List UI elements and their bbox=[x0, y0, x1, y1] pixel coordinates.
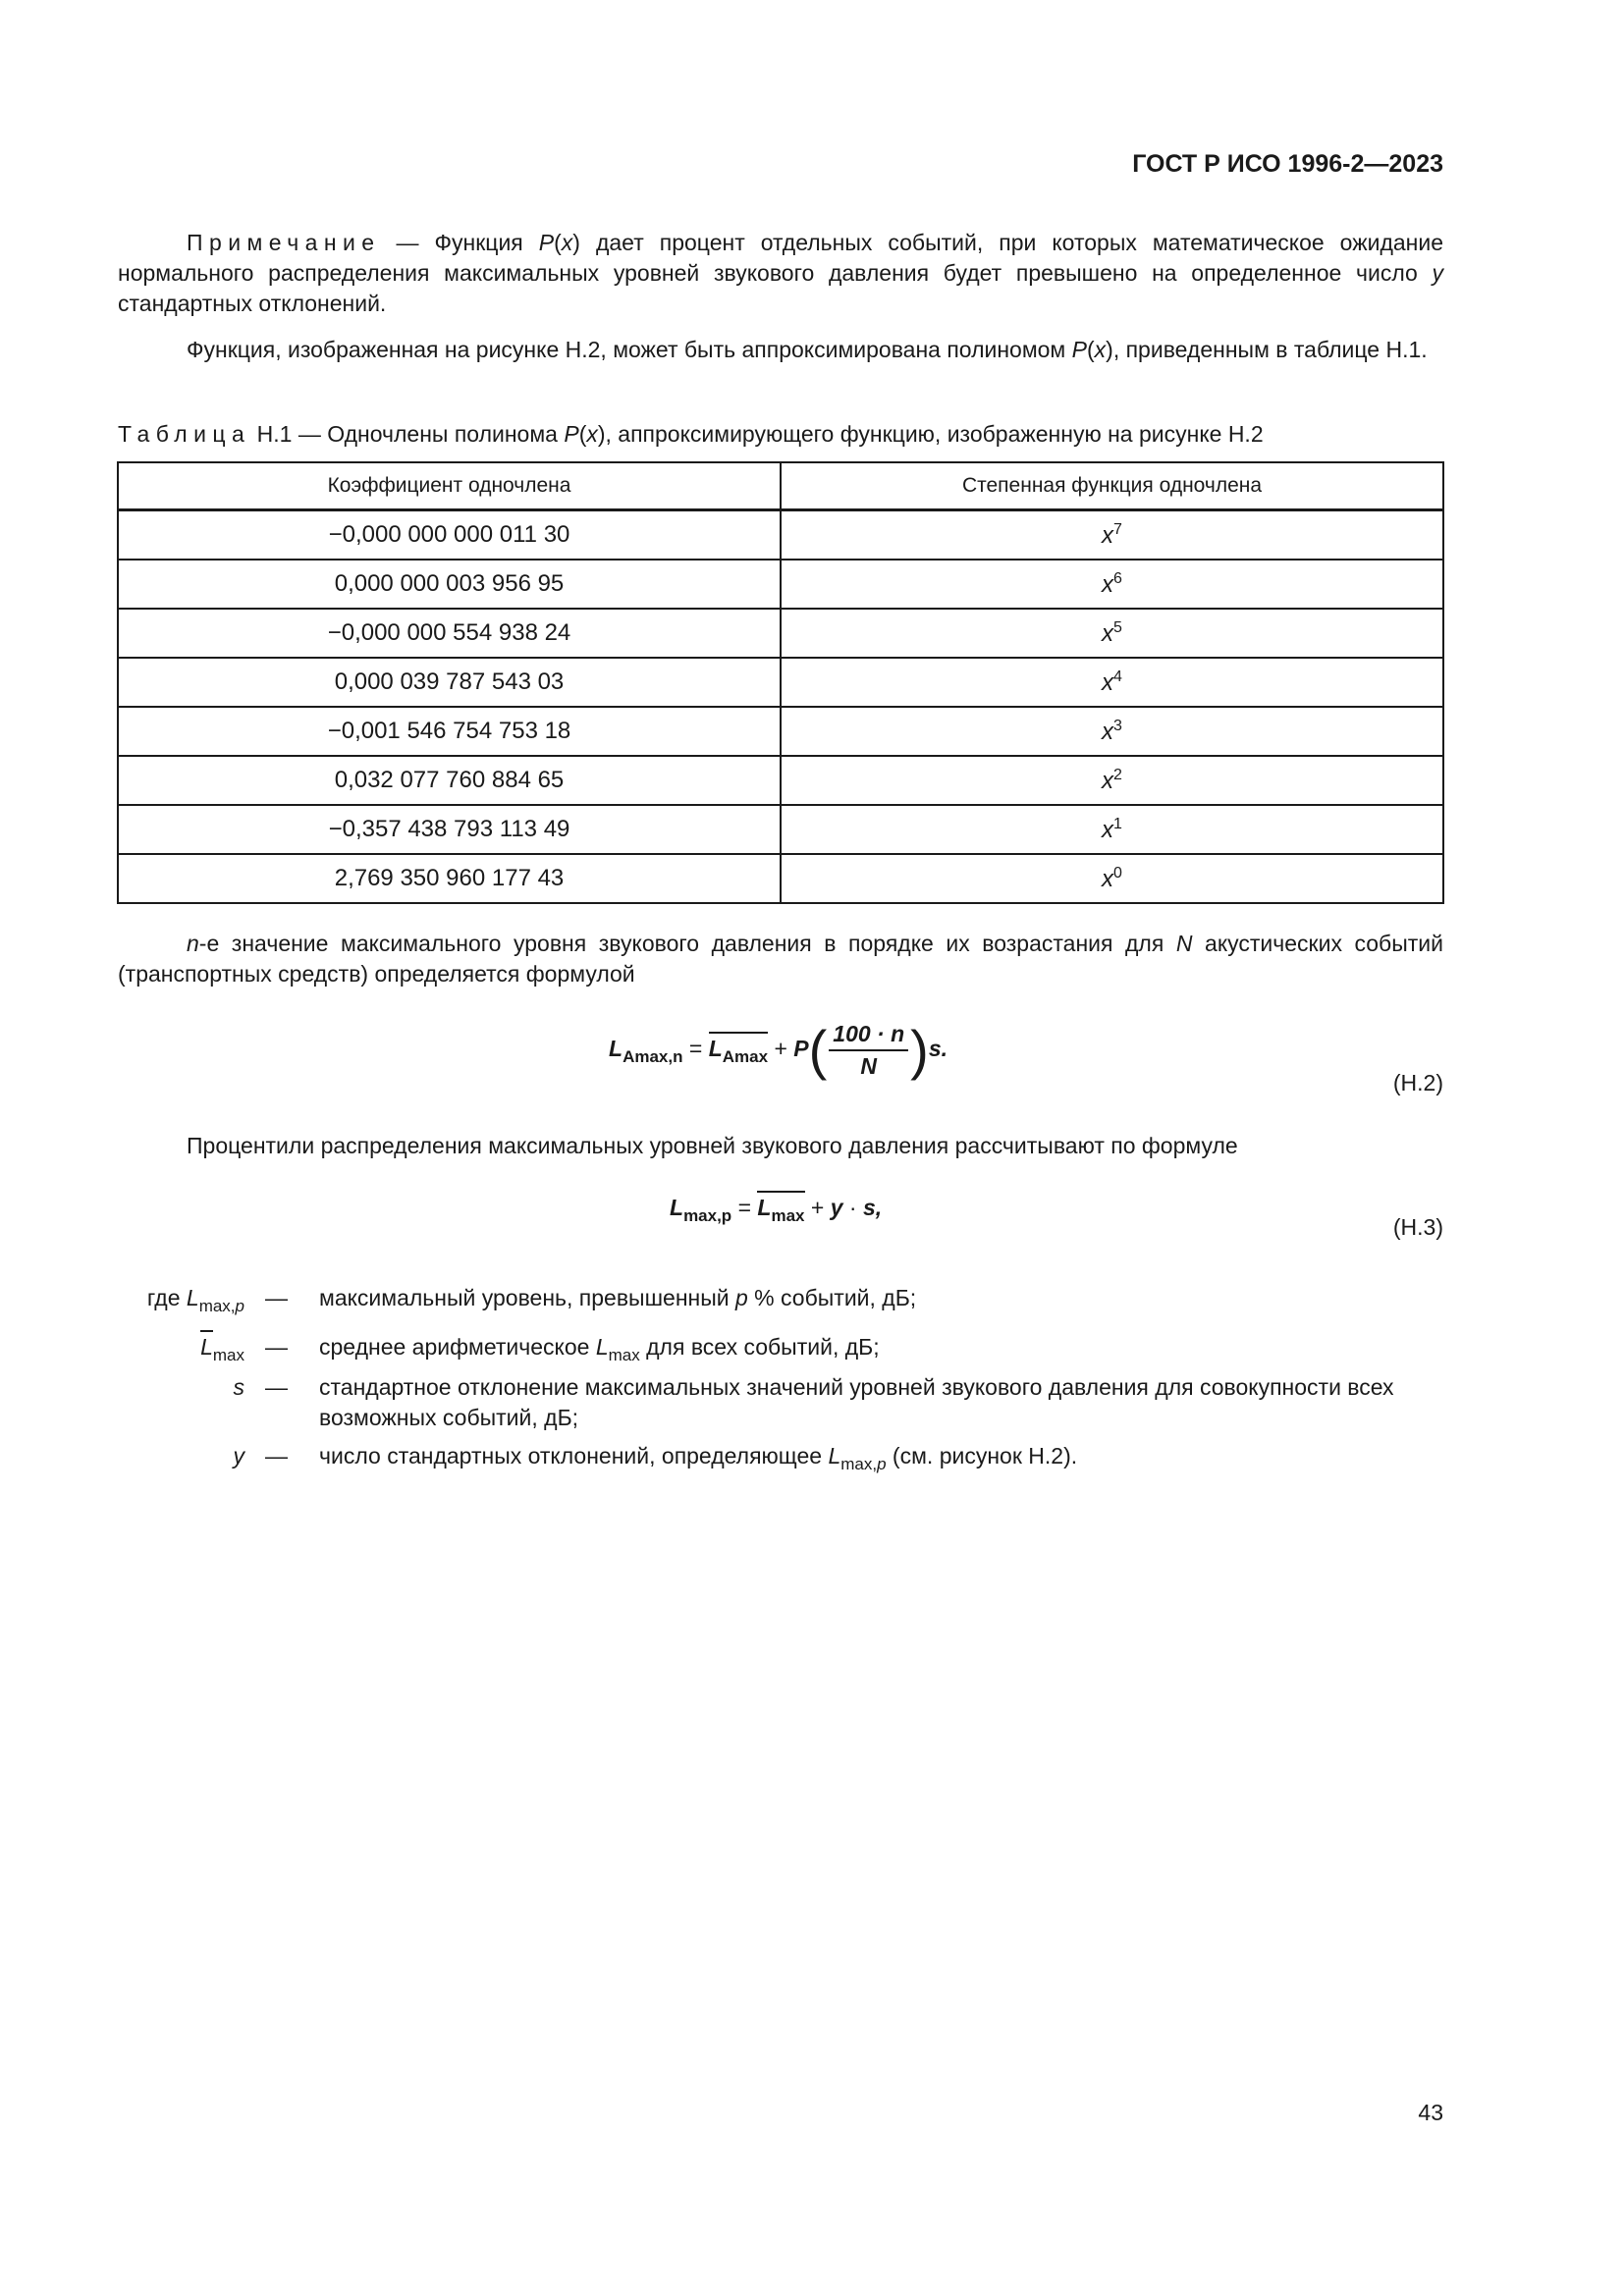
intro-text: Функция, изображенная на рисунке Н.2, может быть аппроксимирована полиномом bbox=[187, 337, 1072, 362]
formula-h2-s: s. bbox=[928, 1036, 948, 1062]
formula-h3-plus: + bbox=[804, 1195, 831, 1220]
definition-text-1: среднее арифметическое bbox=[319, 1334, 596, 1360]
formula-h2-denominator: N bbox=[860, 1053, 878, 1079]
table-caption-var: x bbox=[586, 421, 598, 447]
table-row bbox=[118, 658, 1443, 707]
definition-dash: — bbox=[265, 1443, 288, 1468]
table-caption-paren: ( bbox=[578, 421, 587, 447]
coefficient-cell: −0,000 000 554 938 24 bbox=[118, 609, 781, 658]
formula-h2-mean-L: L bbox=[708, 1036, 723, 1062]
power-exponent: 0 bbox=[1113, 864, 1122, 881]
formula-h2-numerator: 100 · n bbox=[829, 1021, 908, 1051]
intro-text-2: ), приведенным в таблице Н.1. bbox=[1106, 337, 1428, 362]
power-base: x bbox=[1102, 865, 1114, 892]
note-label: Примечание bbox=[187, 230, 381, 255]
power-base: x bbox=[1102, 570, 1114, 598]
definition-text: стандартное отклонение максимальных значений уровней звукового давления для совокупности всех возможных событий, дБ; bbox=[319, 1374, 1394, 1430]
power-base: x bbox=[1102, 619, 1114, 647]
formula-h2-paren-right: ) bbox=[910, 1019, 929, 1081]
formula-h2-plus: + bbox=[768, 1036, 794, 1062]
table-header-row bbox=[118, 462, 1443, 510]
table-caption bbox=[118, 421, 1264, 448]
definition-prefix: где bbox=[146, 1285, 187, 1310]
power-base: x bbox=[1102, 718, 1114, 745]
power-base: x bbox=[1102, 767, 1114, 794]
table-row bbox=[118, 609, 1443, 658]
definition-italic: L bbox=[595, 1334, 609, 1360]
para2-text: -е значение максимального уровня звукового давления в порядке их возрастания для bbox=[198, 931, 1176, 956]
intro-func: P bbox=[1071, 337, 1087, 362]
definition-sym: L bbox=[200, 1334, 213, 1360]
column-header-coefficient: Коэффициент одночлена bbox=[118, 462, 781, 510]
formula-h3-L-sub: max,p bbox=[683, 1206, 732, 1225]
table-row bbox=[118, 707, 1443, 756]
power-exponent: 3 bbox=[1113, 717, 1122, 734]
percentile-paragraph: Процентили распределения максимальных уровней звукового давления рассчитывают по формуле bbox=[187, 1133, 1238, 1158]
definition-symbol bbox=[234, 1441, 245, 1471]
column-header-power: Степенная функция одночлена bbox=[781, 462, 1443, 510]
table-caption-func: P bbox=[564, 421, 579, 447]
formula-h2-paren-left: ( bbox=[808, 1019, 828, 1081]
formula-h2-L: L bbox=[609, 1036, 623, 1062]
formula-h3 bbox=[670, 1195, 882, 1226]
definition-sub: max,p bbox=[198, 1297, 244, 1315]
note-func: P bbox=[538, 230, 555, 255]
power-cell bbox=[781, 658, 1443, 707]
formula-h3-mean-sub: max bbox=[771, 1206, 805, 1225]
power-exponent: 6 bbox=[1113, 569, 1122, 587]
note-text-2: дает процент отдельных событий, при которых математическое ожидание нормального распределения максимальных уровней звукового давления будет превышено на определенное число bbox=[118, 230, 1444, 286]
table-row bbox=[118, 510, 1443, 561]
note-paren: ( bbox=[554, 230, 562, 255]
para2-text-2: акустических событий (транспортных средств) определяется формулой bbox=[118, 931, 1443, 987]
power-cell bbox=[781, 854, 1443, 903]
definition-italic: L bbox=[828, 1443, 841, 1468]
definition-sym: s bbox=[233, 1374, 244, 1400]
document-code-header: ГОСТ Р ИСО 1996-2—2023 bbox=[1132, 150, 1443, 178]
formula-h3-dot: · bbox=[842, 1195, 863, 1220]
power-exponent: 7 bbox=[1113, 520, 1122, 538]
note-var: x bbox=[561, 230, 573, 255]
coefficient-cell: −0,357 438 793 113 49 bbox=[118, 805, 781, 854]
power-exponent: 2 bbox=[1113, 766, 1122, 783]
nth-value-paragraph bbox=[118, 929, 1443, 989]
definition-dash: — bbox=[265, 1285, 288, 1310]
formula-h2-mean-sub: Amax bbox=[722, 1047, 769, 1067]
power-base: x bbox=[1102, 521, 1114, 549]
note-paren-close: ) bbox=[572, 230, 580, 255]
definition-sym: y bbox=[233, 1443, 244, 1468]
power-exponent: 5 bbox=[1113, 618, 1122, 636]
formula-h2-P: P bbox=[793, 1036, 809, 1062]
definition-italic-sub: max,p bbox=[840, 1455, 887, 1473]
power-cell bbox=[781, 560, 1443, 609]
equation-number-h2: (Н.2) bbox=[1392, 1070, 1443, 1095]
definition-italic-sub: max bbox=[608, 1346, 640, 1364]
definition-text-2: (см. рисунок Н.2). bbox=[886, 1443, 1078, 1468]
formula-h2-fraction bbox=[829, 1021, 908, 1080]
formula-h3-L: L bbox=[670, 1195, 684, 1220]
definition-dash: — bbox=[265, 1374, 288, 1400]
note-text-3: стандартных отклонений. bbox=[118, 291, 387, 316]
note-text: — Функция bbox=[380, 230, 539, 255]
equation-number-h3: (Н.3) bbox=[1392, 1214, 1443, 1240]
definition-text bbox=[319, 1441, 1448, 1479]
power-cell bbox=[781, 756, 1443, 805]
monomial-table bbox=[117, 461, 1444, 904]
definition-symbol bbox=[200, 1332, 244, 1370]
definition-text bbox=[319, 1332, 1448, 1370]
note-y: y bbox=[1432, 260, 1443, 286]
definition-symbol bbox=[147, 1283, 244, 1321]
intro-paren: ( bbox=[1086, 337, 1095, 362]
definition-sym: L bbox=[186, 1285, 199, 1310]
para2-n: n bbox=[187, 931, 199, 956]
power-exponent: 4 bbox=[1113, 667, 1122, 685]
table-caption-text: Н.1 — Одночлены полинома bbox=[250, 421, 565, 447]
definition-symbol bbox=[234, 1372, 245, 1403]
table-row bbox=[118, 756, 1443, 805]
coefficient-cell: −0,000 000 000 011 30 bbox=[118, 510, 781, 561]
formula-h3-s: s, bbox=[862, 1195, 883, 1220]
formula-h2-L-sub: Amax,n bbox=[623, 1047, 683, 1067]
power-cell bbox=[781, 510, 1443, 561]
page-number: 43 bbox=[1418, 2100, 1443, 2125]
definition-italic: p bbox=[735, 1285, 748, 1310]
coefficient-cell: 0,000 000 003 956 95 bbox=[118, 560, 781, 609]
formula-h2 bbox=[609, 1021, 947, 1080]
table-row bbox=[118, 560, 1443, 609]
power-base: x bbox=[1102, 816, 1114, 843]
power-exponent: 1 bbox=[1113, 815, 1122, 832]
definition-text-1: число стандартных отклонений, определяющее bbox=[319, 1443, 829, 1468]
definition-text bbox=[319, 1283, 1448, 1313]
coefficient-cell: 0,032 077 760 884 65 bbox=[118, 756, 781, 805]
formula-h3-y: y bbox=[830, 1195, 843, 1220]
formula-h3-eq: = bbox=[731, 1195, 758, 1220]
intro-var: x bbox=[1094, 337, 1107, 362]
table-row bbox=[118, 805, 1443, 854]
coefficient-cell: −0,001 546 754 753 18 bbox=[118, 707, 781, 756]
formula-h3-mean bbox=[757, 1191, 805, 1225]
power-cell bbox=[781, 707, 1443, 756]
para2-N: N bbox=[1175, 931, 1193, 956]
table-caption-text-2: ), аппроксимирующего функцию, изображенную на рисунке Н.2 bbox=[597, 421, 1264, 447]
power-cell bbox=[781, 609, 1443, 658]
coefficient-cell: 0,000 039 787 543 03 bbox=[118, 658, 781, 707]
definition-dash: — bbox=[265, 1334, 288, 1360]
definition-sub: max bbox=[212, 1346, 244, 1364]
intro-paragraph bbox=[118, 335, 1443, 365]
table-row bbox=[118, 854, 1443, 903]
definition-text-1: максимальный уровень, превышенный bbox=[319, 1285, 735, 1310]
formula-h2-eq: = bbox=[682, 1036, 709, 1062]
note-paragraph bbox=[118, 228, 1443, 319]
power-cell bbox=[781, 805, 1443, 854]
coefficient-cell: 2,769 350 960 177 43 bbox=[118, 854, 781, 903]
definition-text-2: % событий, дБ; bbox=[747, 1285, 917, 1310]
formula-h3-mean-L: L bbox=[757, 1195, 772, 1220]
power-base: x bbox=[1102, 668, 1114, 696]
formula-h2-mean bbox=[708, 1032, 769, 1067]
table-caption-label: Таблица bbox=[118, 421, 251, 447]
definition-text-2: для всех событий, дБ; bbox=[639, 1334, 880, 1360]
